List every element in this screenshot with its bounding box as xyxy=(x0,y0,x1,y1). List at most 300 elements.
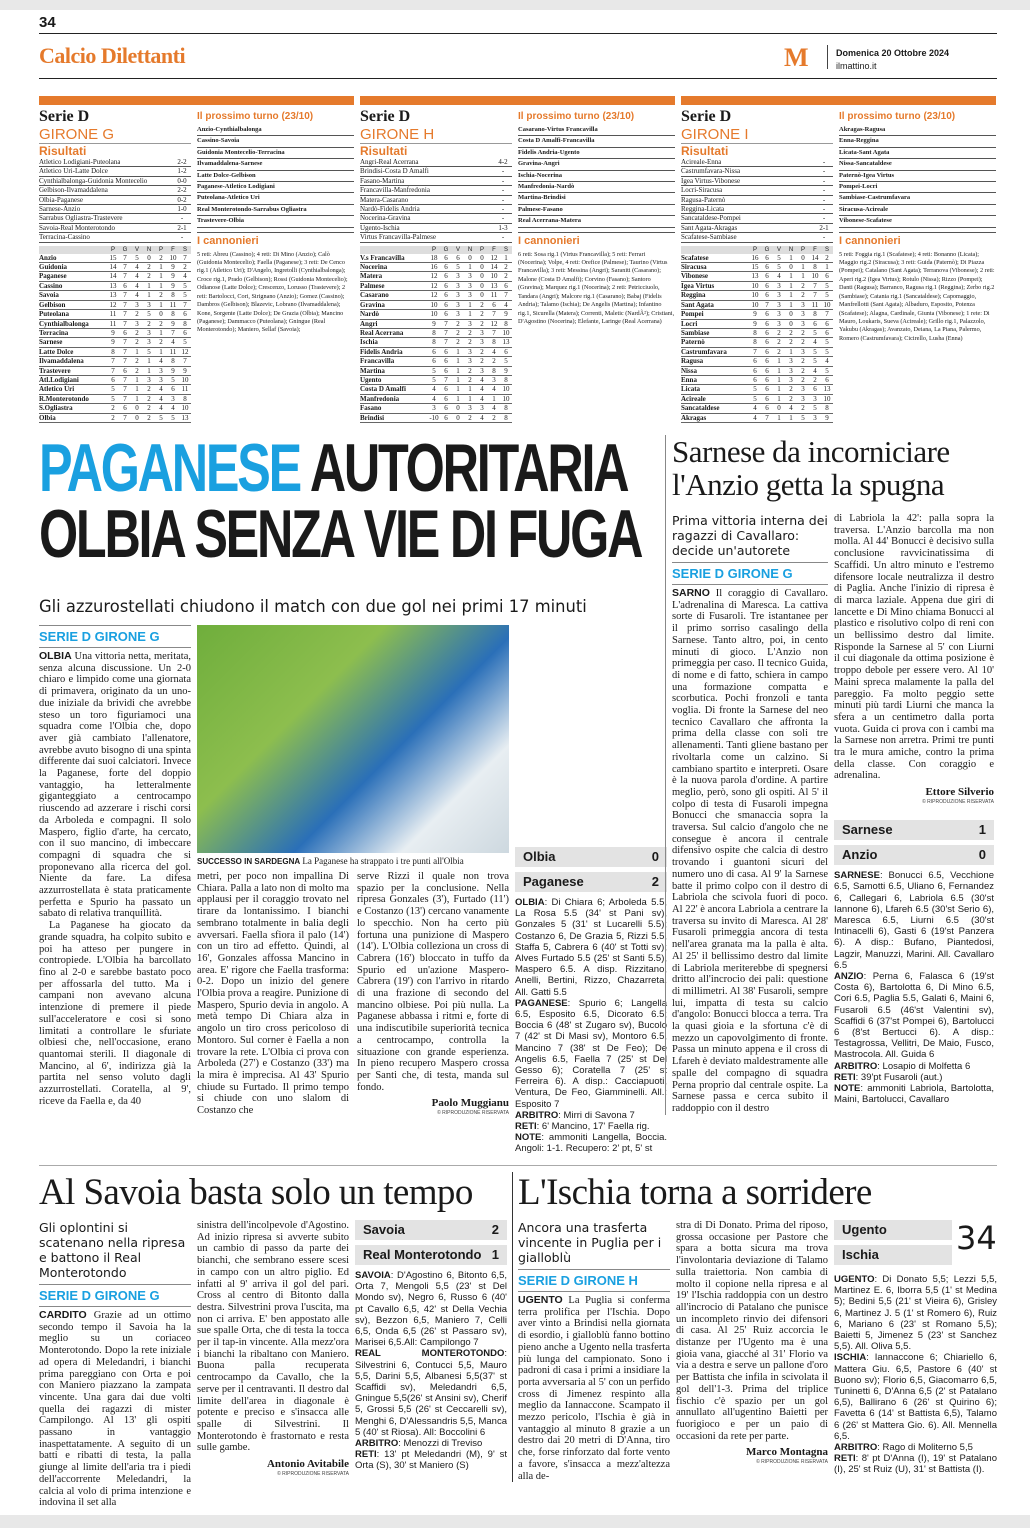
stat-cell: 2 xyxy=(480,300,484,309)
stat-cell: 9 xyxy=(825,413,829,422)
savoia-columns xyxy=(39,1220,512,1509)
stat-cell: 11 xyxy=(169,347,177,356)
table-row xyxy=(39,357,191,366)
match: Scafatese-Sambiase xyxy=(681,233,737,242)
stat-cell: 3 xyxy=(468,357,472,366)
stat-cell: 6 xyxy=(753,357,757,366)
match-score: - xyxy=(822,167,826,176)
main-col1 xyxy=(39,625,191,1107)
stat-cell: 3 xyxy=(159,366,163,375)
stat-cell: 8 xyxy=(111,347,115,356)
sarnese-score-area xyxy=(834,820,994,1105)
fixture: Enna-Reggina xyxy=(839,136,996,147)
sarnese-tag: SERIE D GIRONE G xyxy=(672,566,793,581)
stat-cell: 7 xyxy=(123,263,127,272)
stat-cell: 5 xyxy=(504,357,508,366)
stat-cell: 1 xyxy=(777,385,781,394)
stat-cell: 5 xyxy=(432,366,436,375)
column-header: N xyxy=(788,246,794,253)
stat-cell: 9 xyxy=(504,366,508,375)
match-score: - xyxy=(822,233,826,242)
table-row xyxy=(681,263,833,272)
team-cell: Atletico Uri xyxy=(39,385,75,394)
main-story xyxy=(39,430,667,1155)
table-row xyxy=(39,338,191,347)
column-header: V xyxy=(455,246,460,253)
stat-cell: 10 xyxy=(430,310,438,319)
stat-cell: 6 xyxy=(813,385,817,394)
match: Terracina-Cassino xyxy=(39,233,90,242)
fixture: Ischia-Nocerina xyxy=(518,171,675,182)
result-row xyxy=(681,205,833,214)
result-row xyxy=(681,177,833,186)
stat-cell: 3 xyxy=(159,375,163,384)
lineup-label: RETI xyxy=(355,1449,377,1461)
table-row xyxy=(360,404,512,413)
stat-cell: 6 xyxy=(753,366,757,375)
column-header: P xyxy=(752,246,757,253)
fixture: Puteolana-Atletico Uri xyxy=(197,193,354,204)
team-cell: Nocerina xyxy=(360,263,388,272)
stat-cell: 7 xyxy=(492,328,496,337)
stat-cell: 1 xyxy=(825,263,829,272)
stat-cell: 0 xyxy=(456,404,460,413)
tag-rule xyxy=(672,584,828,585)
team-cell: Atl.Lodigiani xyxy=(39,375,79,384)
stat-cell: 2 xyxy=(504,272,508,281)
column-header: G xyxy=(443,246,449,253)
table-row xyxy=(360,320,512,329)
stat-cell: 12 xyxy=(490,253,498,262)
stat-cell: 3 xyxy=(777,300,781,309)
stat-cell: 5 xyxy=(777,253,781,262)
lineup-label: RETI xyxy=(834,1453,856,1465)
table-row xyxy=(681,291,833,300)
savoia-lineups xyxy=(355,1220,507,1472)
lineup-entry xyxy=(515,1121,667,1132)
team-cell: Siracusa xyxy=(681,263,707,272)
table-row xyxy=(681,272,833,281)
result-row xyxy=(39,196,191,205)
team-cell: Cynthialbalonga xyxy=(39,319,89,328)
lineup-entry xyxy=(834,1061,994,1072)
stat-cell: 0 xyxy=(789,310,793,319)
stat-cell: 2 xyxy=(480,347,484,356)
stat-cell: 7 xyxy=(123,375,127,384)
lineup-entry xyxy=(834,1453,997,1475)
stat-cell: 6 xyxy=(456,253,460,262)
stat-cell: 1 xyxy=(135,394,139,403)
team-cell: Brindisi xyxy=(360,413,385,422)
stat-cell: 2 xyxy=(777,328,781,337)
stat-cell: 1 xyxy=(468,394,472,403)
scorers-title: I cannonieri xyxy=(518,232,675,248)
rights-notice: © RIPRODUZIONE RISERVATA xyxy=(277,1471,349,1478)
stat-cell: 4 xyxy=(159,385,163,394)
stat-cell: 3 xyxy=(147,300,151,309)
stat-cell: 5 xyxy=(825,366,829,375)
team-cell: Guidonia xyxy=(39,263,68,272)
stat-cell: 6 xyxy=(765,291,769,300)
stat-cell: 15 xyxy=(751,263,759,272)
stat-cell: 2 xyxy=(813,375,817,384)
stat-cell: 6 xyxy=(765,375,769,384)
stat-cell: 10 xyxy=(823,300,831,309)
stat-cell: 8 xyxy=(825,404,829,413)
stat-cell: 0 xyxy=(480,263,484,272)
team-cell: Fasano xyxy=(360,404,382,413)
stat-cell: 6 xyxy=(183,328,187,337)
stat-cell: 1 xyxy=(777,357,781,366)
stat-cell: 3 xyxy=(480,404,484,413)
stat-cell: 3 xyxy=(468,347,472,356)
lineup-text: : Di Chiara 6; Arboleda 5.5, La Rosa 5.5 (34' st Pani sv), Gonzales 5 (31' st Lucarelli 5.5); Costanzo 6, De Grazia 5, Rizzi 5.5, Staffa 5, Cabrera 6 (40' st Totti sv); Alves Furtado 5.5 (25' st Santi 5.5), Maspero 6.5. A disp. Rizzitano, Anelli, Bertini, Rizzo, Chazarreta. All. Gatti 5.5 xyxy=(515,897,667,998)
stat-cell: 2 xyxy=(159,253,163,262)
stat-cell: 3 xyxy=(456,300,460,309)
stat-cell: 3 xyxy=(777,319,781,328)
stat-cell: 4 xyxy=(504,300,508,309)
team-cell: Nardò xyxy=(360,310,380,319)
stat-cell: 1 xyxy=(468,310,472,319)
stat-cell: 9 xyxy=(171,319,175,328)
stat-cell: 13 xyxy=(751,272,759,281)
stat-cell: 4 xyxy=(480,394,484,403)
stat-cell: 7 xyxy=(123,300,127,309)
stat-cell: 4 xyxy=(135,281,139,290)
stat-cell: 6 xyxy=(765,253,769,262)
stat-cell: 5 xyxy=(825,347,829,356)
stat-cell: 1 xyxy=(789,413,793,422)
stat-cell: 7 xyxy=(825,310,829,319)
stat-cell: 3 xyxy=(456,310,460,319)
stat-cell: 0 xyxy=(159,310,163,319)
team-cell: Puteolana xyxy=(39,310,69,319)
table-header xyxy=(681,246,833,254)
stat-cell: 7 xyxy=(183,253,187,262)
stat-cell: 7 xyxy=(111,366,115,375)
stat-cell: 7 xyxy=(444,319,448,328)
stat-cell: 14 xyxy=(490,263,498,272)
team-cell: Terracina xyxy=(39,328,69,337)
bottom-margin xyxy=(0,1515,1030,1528)
stat-cell: 9 xyxy=(171,272,175,281)
stat-cell: 5 xyxy=(825,338,829,347)
table-row xyxy=(39,385,191,394)
stat-cell: 8 xyxy=(813,263,817,272)
result-row xyxy=(681,224,833,233)
stat-cell: 13 xyxy=(490,281,498,290)
result-row xyxy=(39,233,191,242)
team-cell: Paternò xyxy=(681,338,705,347)
stat-cell: 8 xyxy=(432,328,436,337)
stat-cell: 13 xyxy=(109,281,117,290)
stat-cell: 7 xyxy=(123,291,127,300)
group-title: GIRONE H xyxy=(360,126,512,144)
table-row xyxy=(39,320,191,329)
stat-cell: 6 xyxy=(765,281,769,290)
stat-cell: 1 xyxy=(789,272,793,281)
fixture: Sambiase-Castrumfavara xyxy=(839,193,996,204)
stat-cell: 5 xyxy=(456,263,460,272)
fixture: Martina-Brindisi xyxy=(518,193,675,204)
stat-cell: 9 xyxy=(171,281,175,290)
table-row xyxy=(681,414,833,423)
league-title: Serie D xyxy=(360,108,411,125)
stat-cell: -10 xyxy=(429,413,439,422)
stat-cell: 3 xyxy=(147,338,151,347)
lineup-label: ANZIO xyxy=(834,971,864,982)
column-header: V xyxy=(776,246,781,253)
stat-cell: 4 xyxy=(825,357,829,366)
stat-cell: 3 xyxy=(147,375,151,384)
match: Nocerina-Gravina xyxy=(360,214,411,223)
result-row xyxy=(681,186,833,195)
stat-cell: 4 xyxy=(432,385,436,394)
lineup-label: SARNESE xyxy=(834,870,880,882)
column-header: P xyxy=(431,246,436,253)
main-tag: SERIE D GIRONE G xyxy=(39,629,160,644)
lineup-text: : Rago di Moliterno 5,5 xyxy=(877,1442,973,1454)
lineup-label: ARBITRO xyxy=(355,1438,399,1450)
stat-cell: 1 xyxy=(504,253,508,262)
stat-cell: 6 xyxy=(765,328,769,337)
stat-cell: 3 xyxy=(456,272,460,281)
match: Angri-Real Acerrana xyxy=(360,158,419,166)
lineup-label: NOTE xyxy=(834,1083,861,1095)
column-header: G xyxy=(764,246,770,253)
stat-cell: 3 xyxy=(801,394,805,403)
stat-cell: 1 xyxy=(789,347,793,356)
result-row xyxy=(360,224,512,233)
stat-cell: 2 xyxy=(147,263,151,272)
next-round-column xyxy=(197,108,354,423)
stat-cell: 4 xyxy=(480,385,484,394)
lineup-entry xyxy=(515,998,667,1110)
stat-cell: 2 xyxy=(159,319,163,328)
lineup-text: : Spurio 6; Langella 6.5, Esposito 6.5, Dicorato 6.5; Boccia 6 (48' st Zugaro sv), Bucolo 7 (42' st Di Masi sv), Montoro 6.5, Mancino 7 (38' st De Feo); De Angelis 6.5, Faella 7 (25' st Del Gesso 6); Coratella 7 (25' st Ferreira 6). A disp.: Cacciapuoti, Ventura, De Feo, Giamminelli. All.: Esposito 7 xyxy=(515,997,667,1110)
lower-block xyxy=(39,1165,997,1509)
stat-cell: 5 xyxy=(825,291,829,300)
match: Sarrabus Ogliastra-Trastevere xyxy=(39,214,123,223)
lineup-text: : Iannaccone 6; Chiariello 6, Mattera Giu. 6,5, Pastore 6 (40' st Buono sv); Florio 6,5, Giacomarro 6,5, Tuninetti 6, D'Anna 6,5 (2' st Patalano 6,5), Ballirano 6 (26' st Quirino 6); Favetta 6 (14' st Battista 6,5), Talamo 6 (26' st Mattera Gio. 6). All. Mennella 6,5. xyxy=(834,1352,997,1442)
dateline-sarno: SARNO xyxy=(672,587,710,599)
stat-cell: 7 xyxy=(765,300,769,309)
team-cell: Reggina xyxy=(681,291,706,300)
stat-cell: 6 xyxy=(444,404,448,413)
table-row xyxy=(360,395,512,404)
team-cell: Licata xyxy=(681,385,701,394)
stat-cell: 6 xyxy=(444,310,448,319)
stat-cell: 16 xyxy=(751,253,759,262)
team-cell: Manfredonia xyxy=(360,394,400,403)
savoia-tag: SERIE D GIRONE G xyxy=(39,1288,160,1303)
match-score: - xyxy=(501,195,505,204)
result-row xyxy=(681,214,833,223)
group-title: GIRONE I xyxy=(681,126,833,144)
stat-cell: 12 xyxy=(430,291,438,300)
team-cell: Igea Virtus xyxy=(681,281,715,290)
site-link[interactable]: ilmattino.it xyxy=(836,61,877,71)
stat-cell: 3 xyxy=(777,310,781,319)
stat-cell: 10 xyxy=(811,272,819,281)
stat-cell: 2 xyxy=(147,413,151,422)
lineup-entry xyxy=(355,1438,507,1449)
fixture: Real Acerrana-Matera xyxy=(518,216,675,227)
stat-cell: 1 xyxy=(159,300,163,309)
stat-cell: 1 xyxy=(159,347,163,356)
stat-cell: 7 xyxy=(444,338,448,347)
team-score: 0 xyxy=(651,849,659,864)
result-row xyxy=(360,158,512,167)
match: Atletico Uri-Latte Dolce xyxy=(39,167,108,176)
result-row xyxy=(360,233,512,242)
stat-cell: 6 xyxy=(444,394,448,403)
side-page-number: 34 xyxy=(956,1219,997,1257)
stat-cell: 9 xyxy=(111,328,115,337)
main-lineups xyxy=(515,625,667,1155)
tag-rule xyxy=(518,1269,670,1270)
stat-cell: 0 xyxy=(480,281,484,290)
headline-line2: OLBIA SENZA VIE DI FUGA xyxy=(39,496,642,572)
stat-cell: 3 xyxy=(801,347,805,356)
stat-cell: 10 xyxy=(502,385,510,394)
stat-cell: 8 xyxy=(183,319,187,328)
stat-cell: 2 xyxy=(801,338,805,347)
lineups-olbia-paganese xyxy=(515,897,667,1155)
stat-cell: 4 xyxy=(480,375,484,384)
stat-cell: 2 xyxy=(456,338,460,347)
box-columns xyxy=(39,108,354,423)
stat-cell: 0 xyxy=(147,253,151,262)
match-score: - xyxy=(822,176,826,185)
team-cell: Ilvamaddalena xyxy=(39,357,84,366)
team-cell: Trastevere xyxy=(39,366,71,375)
stat-cell: 8 xyxy=(183,394,187,403)
stat-cell: 2 xyxy=(147,272,151,281)
savoia-body-1 xyxy=(39,1310,191,1509)
stat-cell: 2 xyxy=(468,338,472,347)
match: Castrumfavara-Nissa xyxy=(681,167,741,176)
fixture: Fidelis Andria-Ugento xyxy=(518,148,675,159)
stat-cell: 7 xyxy=(753,347,757,356)
stat-cell: 10 xyxy=(181,404,189,413)
score-row xyxy=(834,1220,952,1240)
match-score: - xyxy=(822,195,826,204)
dateline-cardito: CARDITO xyxy=(39,1309,87,1321)
table-row xyxy=(39,348,191,357)
fixture: Akragas-Ragusa xyxy=(839,125,996,136)
table-row xyxy=(360,357,512,366)
next-round-column xyxy=(839,108,996,423)
stat-cell: 1 xyxy=(777,375,781,384)
stat-cell: 5 xyxy=(777,263,781,272)
main-body-2: metri, per poco non impallina Di Chiara. Palla a lato non di molto ma applausi per il coraggio trovato nel tirare da lontanissimo. I bianchi sembrano totalmente in balia degli avversari. Faella sfiora il palo (14') con un tiro ad effetto. Quindi, al 16', Gonzales affossa Mancino in area. E' rigore che Faella trasforma: 0-2. Dopo un inizio del genere l'Olbia prova a reagire. Punizione di Maspero, Spurio devia in angolo. A metà tempo Di Chiara alza in angolo un tiro cross pericoloso di Montoro. Sul corner è Faella a non trovare la rete. L'Olbia ci prova con Arboleda (27') e Costanzo (33') ma la mira è imprecisa. Al 43' Spurio chiude su Furtado. Il primo tempo si chiude con uno slalom di Costanzo che xyxy=(197,871,349,1117)
stat-cell: 12 xyxy=(430,272,438,281)
stat-cell: 6 xyxy=(444,253,448,262)
stat-cell: 1 xyxy=(468,385,472,394)
lineup-text: : 13' pt Meledandri (M), 9' st Orta (S), 30' st Maniero (S) xyxy=(355,1449,507,1472)
table-row xyxy=(360,376,512,385)
stat-cell: 3 xyxy=(480,366,484,375)
match-score: 1-3 xyxy=(498,223,508,232)
tag-rule xyxy=(39,625,191,626)
stat-cell: 6 xyxy=(444,291,448,300)
tag-rule xyxy=(518,1291,670,1292)
team-cell: Sarnese xyxy=(39,338,63,347)
team-cell: Akragas xyxy=(681,413,707,422)
lineup-entry xyxy=(834,870,994,971)
stat-cell: 5 xyxy=(183,291,187,300)
stat-cell: 13 xyxy=(181,413,189,422)
team-score: 0 xyxy=(978,847,986,863)
table-row xyxy=(360,291,512,300)
team-cell: Ragusa xyxy=(681,357,704,366)
lineup-entry xyxy=(355,1449,507,1471)
page-number: 34 xyxy=(39,14,56,31)
lineup-label: ARBITRO xyxy=(834,1060,878,1072)
table-row xyxy=(360,338,512,347)
match: Brindisi-Costa D Amalfi xyxy=(360,167,429,176)
team-cell: Vibonese xyxy=(681,272,708,281)
stat-cell: 6 xyxy=(123,328,127,337)
table-row xyxy=(681,357,833,366)
stat-cell: 6 xyxy=(765,357,769,366)
stat-cell: 3 xyxy=(492,375,496,384)
results-title: Risultati xyxy=(39,144,87,158)
lineup-label: NOTE xyxy=(515,1132,542,1144)
result-row xyxy=(681,158,833,167)
stat-cell: 8 xyxy=(504,404,508,413)
stat-cell: 10 xyxy=(751,300,759,309)
dateline-ugento: UGENTO xyxy=(518,1294,563,1306)
stat-cell: 1 xyxy=(456,347,460,356)
match: Sancataldese-Pompei xyxy=(681,214,741,223)
result-row xyxy=(360,196,512,205)
stat-cell: 10 xyxy=(502,328,510,337)
match: Virtus Francavilla-Palmese xyxy=(360,233,436,242)
stat-cell: 6 xyxy=(111,375,115,384)
match-score: - xyxy=(180,214,184,223)
section-title: Calcio Dilettanti xyxy=(39,43,186,68)
team-cell: R.Monterotondo xyxy=(39,394,89,403)
orange-bar xyxy=(360,96,675,105)
author-muggianu: Paolo Muggianu xyxy=(431,1097,509,1110)
sarnese-col2 xyxy=(834,513,994,1105)
next-round-column xyxy=(518,108,675,423)
stat-cell: 2 xyxy=(183,263,187,272)
stat-cell: 6 xyxy=(444,300,448,309)
stat-cell: 2 xyxy=(480,319,484,328)
team-cell: Paganese xyxy=(39,272,67,281)
lineup-entry xyxy=(834,971,994,1061)
stat-cell: 8 xyxy=(171,357,175,366)
stat-cell: 10 xyxy=(751,291,759,300)
league-title: Serie D xyxy=(39,108,90,125)
match-score: - xyxy=(822,186,826,195)
stat-cell: 10 xyxy=(181,375,189,384)
stat-cell: 11 xyxy=(109,319,117,328)
stat-cell: 4 xyxy=(171,338,175,347)
stat-cell: 0 xyxy=(789,319,793,328)
stat-cell: 0 xyxy=(789,263,793,272)
score-row xyxy=(515,872,667,892)
rights-notice: © RIPRODUZIONE RISERVATA xyxy=(756,1459,828,1466)
author-montagna: Marco Montagna xyxy=(746,1446,828,1459)
stat-cell: 3 xyxy=(801,319,805,328)
lineup-text: : Di Donato 5,5; Lezzi 5,5, Martinez E. 6, Iborra 5,5 (1' st Medina 5); Bedini 5,5 (21' st Vieira 6), Grisley 6, Martinez J. 5 (1' st Romero 6), Ruiz 6, Mariano 6 (23' st Romano 5,5); Baietti 5, Jimenez 5 (23' st Sanchez 5,5). All. Oliva 5,5. xyxy=(834,1274,997,1353)
stat-cell: 6 xyxy=(765,347,769,356)
match: Ugento-Ischia xyxy=(360,223,400,232)
